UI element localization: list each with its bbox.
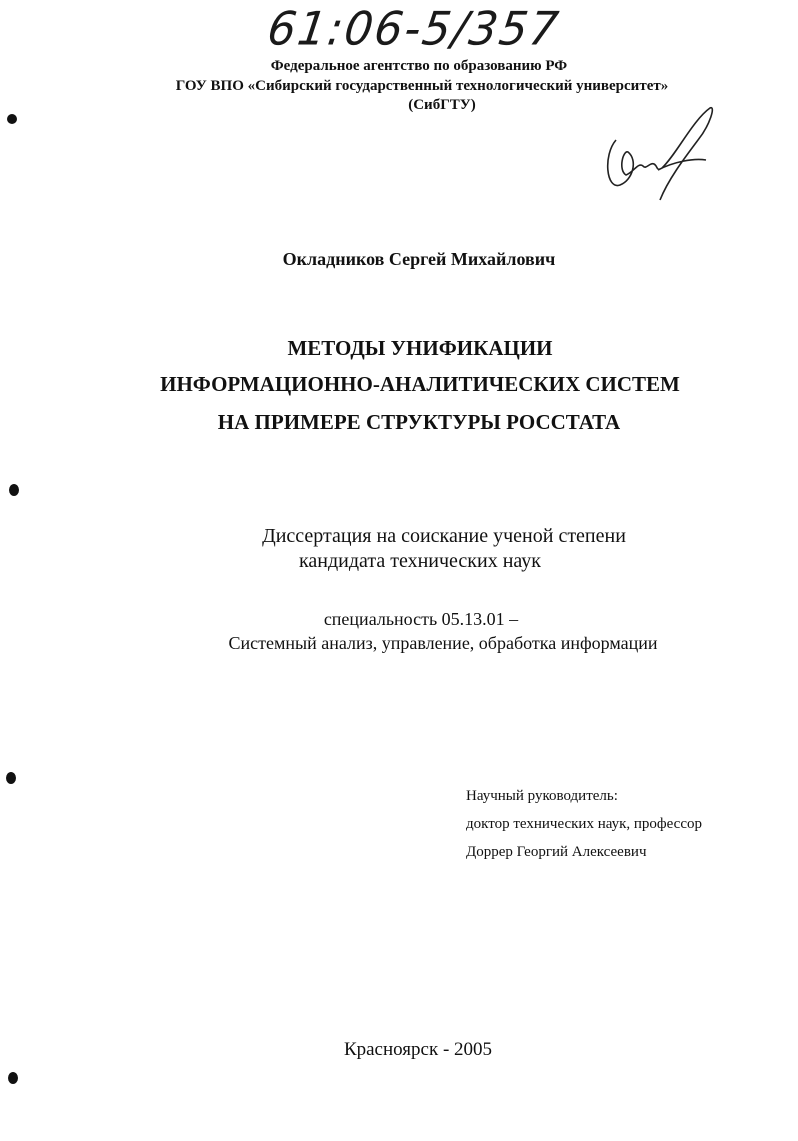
- binding-hole-mark: [8, 1072, 18, 1084]
- agency-name: Федеральное агентство по образованию РФ: [270, 58, 568, 74]
- title-line-3: НА ПРИМЕРЕ СТРУКТУРЫ РОССТАТА: [217, 410, 621, 434]
- city-year: Красноярск - 2005: [343, 1039, 493, 1060]
- university-name: ГОУ ВПО «Сибирский государственный технологический университет»: [175, 78, 669, 94]
- specialty-name: Системный анализ, управление, обработка информации: [228, 633, 658, 653]
- degree-line-1: Диссертация на соискание ученой степени: [262, 525, 626, 547]
- title-line-2: ИНФОРМАЦИОННО-АНАЛИТИЧЕСКИХ СИСТЕМ: [160, 372, 680, 396]
- supervisor-name: Доррер Георгий Алексеевич: [466, 844, 647, 860]
- handwritten-archive-number: 61:06-5/357: [264, 2, 564, 57]
- supervisor-label: Научный руководитель:: [466, 788, 618, 804]
- specialty-code: специальность 05.13.01 –: [323, 609, 519, 629]
- degree-line-2: кандидата технических наук: [298, 550, 542, 572]
- university-short-name: (СибГТУ): [408, 97, 476, 113]
- author-name: Окладников Сергей Михайлович: [282, 249, 556, 269]
- supervisor-degree: доктор технических наук, профессор: [466, 816, 703, 832]
- binding-hole-mark: [9, 484, 19, 496]
- binding-hole-mark: [7, 114, 17, 124]
- binding-hole-mark: [6, 772, 16, 784]
- signature: [598, 100, 718, 210]
- title-line-1: МЕТОДЫ УНИФИКАЦИИ: [287, 336, 553, 360]
